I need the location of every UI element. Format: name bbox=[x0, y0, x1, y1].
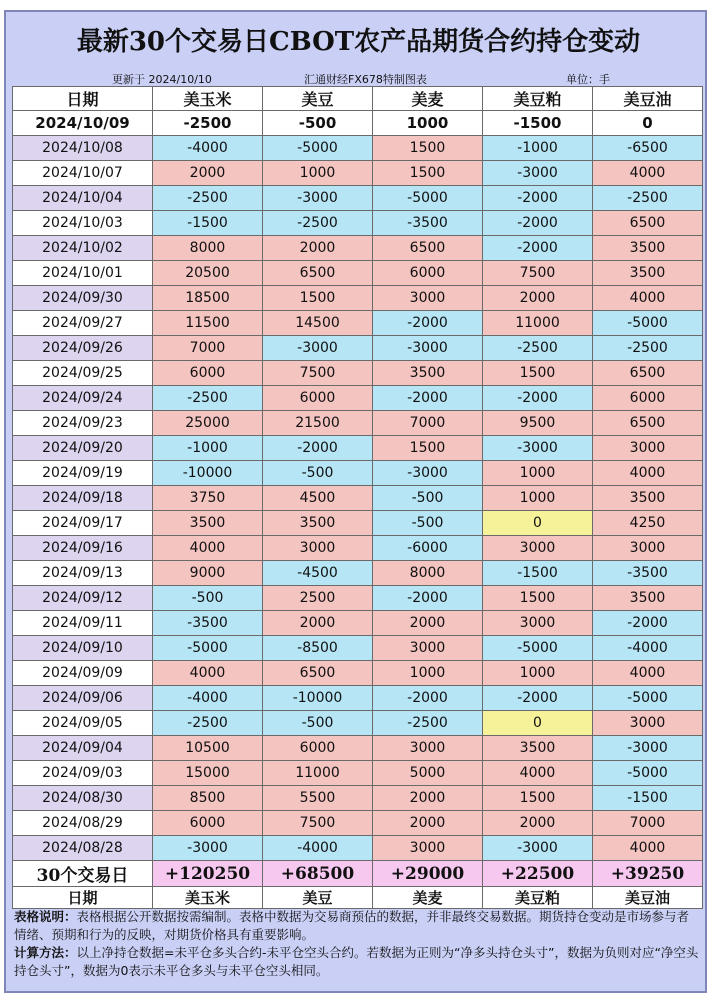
date-cell: 2024/09/26 bbox=[13, 336, 153, 361]
value-cell: -2000 bbox=[483, 236, 593, 261]
value-cell: -4000 bbox=[153, 686, 263, 711]
value-cell: 3000 bbox=[263, 536, 373, 561]
value-cell: 3500 bbox=[593, 261, 703, 286]
desc-label: 表格说明： bbox=[14, 909, 77, 924]
date-cell: 2024/09/20 bbox=[13, 436, 153, 461]
value-cell: -5000 bbox=[483, 636, 593, 661]
value-cell: -500 bbox=[263, 711, 373, 736]
table-row bbox=[13, 686, 703, 711]
value-cell: 3500 bbox=[483, 736, 593, 761]
value-cell: 3000 bbox=[593, 436, 703, 461]
value-cell: 1500 bbox=[373, 136, 483, 161]
table-row bbox=[13, 761, 703, 786]
date-cell: 2024/10/02 bbox=[13, 236, 153, 261]
value-cell: 21500 bbox=[263, 411, 373, 436]
value-cell: 6000 bbox=[593, 386, 703, 411]
table-row bbox=[13, 286, 703, 311]
value-cell: 9000 bbox=[153, 561, 263, 586]
value-cell: 6000 bbox=[373, 261, 483, 286]
value-cell: 2000 bbox=[483, 811, 593, 836]
value-cell: -2000 bbox=[483, 386, 593, 411]
date-cell: 2024/08/30 bbox=[13, 786, 153, 811]
value-cell: 14500 bbox=[263, 311, 373, 336]
value-cell: 5000 bbox=[373, 761, 483, 786]
value-cell: -3500 bbox=[153, 611, 263, 636]
position-table bbox=[12, 86, 703, 909]
value-cell: -1500 bbox=[483, 111, 593, 136]
value-cell: 2000 bbox=[373, 811, 483, 836]
page-title: 最新30个交易日CBOT农产品期货合约持仓变动 bbox=[76, 27, 641, 57]
value-cell: 5500 bbox=[263, 786, 373, 811]
date-cell: 2024/09/03 bbox=[13, 761, 153, 786]
footer-column-header: 美豆 bbox=[263, 887, 373, 909]
column-header: 美玉米 bbox=[153, 87, 263, 111]
table-row bbox=[13, 186, 703, 211]
updated-date: 更新于 2024/10/10 bbox=[112, 73, 212, 86]
column-header: 美豆 bbox=[263, 87, 373, 111]
value-cell: 6500 bbox=[263, 661, 373, 686]
value-cell: 1000 bbox=[483, 661, 593, 686]
value-cell: -4000 bbox=[593, 636, 703, 661]
value-cell: -1500 bbox=[593, 786, 703, 811]
value-cell: 7500 bbox=[483, 261, 593, 286]
value-cell: 3000 bbox=[373, 736, 483, 761]
value-cell: -10000 bbox=[153, 461, 263, 486]
column-header: 美麦 bbox=[373, 87, 483, 111]
value-cell: 25000 bbox=[153, 411, 263, 436]
date-cell: 2024/09/24 bbox=[13, 386, 153, 411]
value-cell: -8500 bbox=[263, 636, 373, 661]
value-cell: 3500 bbox=[373, 361, 483, 386]
totals-row bbox=[13, 861, 703, 887]
value-cell: 6000 bbox=[263, 386, 373, 411]
date-cell: 2024/09/06 bbox=[13, 686, 153, 711]
value-cell: -6500 bbox=[593, 136, 703, 161]
calc-text: 以上净持仓数据=未平仓多头合约-未平仓空头合约。若数据为正则为“净多头持仓头寸”，数据为负则对应“净空头持仓头寸”，数据为0表示未平仓多头与未平仓空头相同。 bbox=[14, 945, 699, 978]
value-cell: -3000 bbox=[263, 186, 373, 211]
value-cell: 15000 bbox=[153, 761, 263, 786]
value-cell: 3000 bbox=[593, 536, 703, 561]
value-cell: -1000 bbox=[153, 436, 263, 461]
table-row bbox=[13, 511, 703, 536]
value-cell: 6500 bbox=[263, 261, 373, 286]
value-cell: -6000 bbox=[373, 536, 483, 561]
value-cell: -5000 bbox=[263, 136, 373, 161]
value-cell: 2000 bbox=[263, 236, 373, 261]
total-cell: +68500 bbox=[263, 861, 373, 887]
column-header: 美豆粕 bbox=[483, 87, 593, 111]
value-cell: 11000 bbox=[483, 311, 593, 336]
total-cell: +22500 bbox=[483, 861, 593, 887]
value-cell: 3500 bbox=[593, 236, 703, 261]
table-row bbox=[13, 611, 703, 636]
footer-column-header: 美玉米 bbox=[153, 887, 263, 909]
value-cell: -1000 bbox=[483, 136, 593, 161]
value-cell: 4000 bbox=[593, 161, 703, 186]
date-cell: 2024/09/23 bbox=[13, 411, 153, 436]
value-cell: -3000 bbox=[483, 161, 593, 186]
table-row bbox=[13, 661, 703, 686]
value-cell: 4000 bbox=[153, 661, 263, 686]
table-description bbox=[14, 908, 700, 944]
value-cell: 8500 bbox=[153, 786, 263, 811]
value-cell: -2000 bbox=[483, 186, 593, 211]
calc-label: 计算方法： bbox=[14, 945, 77, 960]
table-row bbox=[13, 136, 703, 161]
date-cell: 2024/09/19 bbox=[13, 461, 153, 486]
value-cell: 3000 bbox=[483, 611, 593, 636]
value-cell: 1000 bbox=[263, 161, 373, 186]
value-cell: 2000 bbox=[483, 286, 593, 311]
value-cell: -500 bbox=[373, 511, 483, 536]
date-cell: 2024/10/04 bbox=[13, 186, 153, 211]
value-cell: -2500 bbox=[153, 111, 263, 136]
table-row bbox=[13, 111, 703, 136]
date-cell: 2024/10/03 bbox=[13, 211, 153, 236]
value-cell: -2500 bbox=[373, 711, 483, 736]
value-cell: 7000 bbox=[373, 411, 483, 436]
value-cell: 1500 bbox=[483, 586, 593, 611]
value-cell: 9500 bbox=[483, 411, 593, 436]
sub-header-bar bbox=[12, 70, 702, 86]
value-cell: 7000 bbox=[153, 336, 263, 361]
value-cell: -500 bbox=[263, 111, 373, 136]
value-cell: -5000 bbox=[373, 186, 483, 211]
value-cell: -2500 bbox=[483, 336, 593, 361]
value-cell: -3000 bbox=[593, 736, 703, 761]
value-cell: 6000 bbox=[153, 361, 263, 386]
value-cell: -3000 bbox=[263, 336, 373, 361]
value-cell: 3500 bbox=[593, 586, 703, 611]
date-cell: 2024/09/04 bbox=[13, 736, 153, 761]
table-row bbox=[13, 361, 703, 386]
table-row bbox=[13, 411, 703, 436]
value-cell: -2500 bbox=[153, 186, 263, 211]
table-row bbox=[13, 736, 703, 761]
date-cell: 2024/09/11 bbox=[13, 611, 153, 636]
value-cell: 4000 bbox=[593, 661, 703, 686]
value-cell: 2000 bbox=[373, 786, 483, 811]
date-cell: 2024/09/30 bbox=[13, 286, 153, 311]
value-cell: 10500 bbox=[153, 736, 263, 761]
column-header: 美豆油 bbox=[593, 87, 703, 111]
value-cell: -3500 bbox=[593, 561, 703, 586]
total-cell: +39250 bbox=[593, 861, 703, 887]
value-cell: -2000 bbox=[483, 211, 593, 236]
date-cell: 2024/09/09 bbox=[13, 661, 153, 686]
date-cell: 2024/10/08 bbox=[13, 136, 153, 161]
value-cell: 11500 bbox=[153, 311, 263, 336]
totals-label: 30个交易日 bbox=[13, 861, 153, 887]
table-row bbox=[13, 586, 703, 611]
table-row bbox=[13, 161, 703, 186]
value-cell: 4000 bbox=[593, 461, 703, 486]
value-cell: -2500 bbox=[593, 186, 703, 211]
value-cell: 8000 bbox=[153, 236, 263, 261]
desc-text: 表格根据公开数据按需编制。表格中数据为交易商预估的数据，并非最终交易数据。期货持仓变动是市场参与者情绪、预期和行为的反映，对期货价格具有重要影响。 bbox=[14, 909, 690, 942]
value-cell: -3500 bbox=[373, 211, 483, 236]
date-cell: 2024/09/10 bbox=[13, 636, 153, 661]
value-cell: -2000 bbox=[373, 386, 483, 411]
date-cell: 2024/08/28 bbox=[13, 836, 153, 861]
total-cell: +120250 bbox=[153, 861, 263, 887]
table-row bbox=[13, 386, 703, 411]
table-row bbox=[13, 636, 703, 661]
value-cell: -2500 bbox=[593, 336, 703, 361]
value-cell: -500 bbox=[263, 461, 373, 486]
value-cell: 7500 bbox=[263, 811, 373, 836]
footer-header-row bbox=[13, 887, 703, 909]
value-cell: 11000 bbox=[263, 761, 373, 786]
value-cell: -3000 bbox=[483, 836, 593, 861]
value-cell: -2000 bbox=[263, 436, 373, 461]
value-cell: -2000 bbox=[373, 311, 483, 336]
date-cell: 2024/10/09 bbox=[13, 111, 153, 136]
header-row bbox=[13, 87, 703, 111]
date-cell: 2024/10/01 bbox=[13, 261, 153, 286]
value-cell: -5000 bbox=[593, 686, 703, 711]
table-row bbox=[13, 786, 703, 811]
date-cell: 2024/09/27 bbox=[13, 311, 153, 336]
notes-section bbox=[14, 908, 700, 980]
value-cell: 3500 bbox=[263, 511, 373, 536]
value-cell: 1500 bbox=[373, 161, 483, 186]
table-row bbox=[13, 836, 703, 861]
footer-column-header: 美麦 bbox=[373, 887, 483, 909]
table-row bbox=[13, 336, 703, 361]
date-cell: 2024/09/16 bbox=[13, 536, 153, 561]
table-row bbox=[13, 236, 703, 261]
value-cell: 4000 bbox=[153, 536, 263, 561]
value-cell: 2000 bbox=[373, 611, 483, 636]
value-cell: 0 bbox=[593, 111, 703, 136]
value-cell: 18500 bbox=[153, 286, 263, 311]
value-cell: -1500 bbox=[153, 211, 263, 236]
value-cell: 4000 bbox=[593, 836, 703, 861]
value-cell: 7000 bbox=[593, 811, 703, 836]
value-cell: 1000 bbox=[483, 461, 593, 486]
table-row bbox=[13, 211, 703, 236]
value-cell: -3000 bbox=[483, 436, 593, 461]
value-cell: 3750 bbox=[153, 486, 263, 511]
footer-column-header: 美豆油 bbox=[593, 887, 703, 909]
table-row bbox=[13, 436, 703, 461]
value-cell: 1000 bbox=[483, 486, 593, 511]
table-row bbox=[13, 311, 703, 336]
date-cell: 2024/09/05 bbox=[13, 711, 153, 736]
value-cell: 8000 bbox=[373, 561, 483, 586]
table-row bbox=[13, 811, 703, 836]
value-cell: -2000 bbox=[373, 586, 483, 611]
value-cell: 2500 bbox=[263, 586, 373, 611]
column-header: 日期 bbox=[13, 87, 153, 111]
table-row bbox=[13, 536, 703, 561]
value-cell: -2500 bbox=[153, 386, 263, 411]
value-cell: 3000 bbox=[373, 636, 483, 661]
value-cell: 0 bbox=[483, 511, 593, 536]
value-cell: 3000 bbox=[373, 286, 483, 311]
value-cell: 6500 bbox=[373, 236, 483, 261]
value-cell: 4000 bbox=[483, 761, 593, 786]
date-cell: 2024/09/12 bbox=[13, 586, 153, 611]
value-cell: 1000 bbox=[373, 661, 483, 686]
value-cell: 1500 bbox=[263, 286, 373, 311]
value-cell: 3000 bbox=[483, 536, 593, 561]
value-cell: 7500 bbox=[263, 361, 373, 386]
value-cell: 1500 bbox=[373, 436, 483, 461]
value-cell: -500 bbox=[153, 586, 263, 611]
footer-column-header: 美豆粕 bbox=[483, 887, 593, 909]
value-cell: 0 bbox=[483, 711, 593, 736]
footer-column-header: 日期 bbox=[13, 887, 153, 909]
value-cell: 6500 bbox=[593, 411, 703, 436]
value-cell: -10000 bbox=[263, 686, 373, 711]
value-cell: -5000 bbox=[593, 311, 703, 336]
date-cell: 2024/09/18 bbox=[13, 486, 153, 511]
value-cell: 3000 bbox=[373, 836, 483, 861]
date-cell: 2024/09/25 bbox=[13, 361, 153, 386]
value-cell: -5000 bbox=[153, 636, 263, 661]
table-row bbox=[13, 261, 703, 286]
value-cell: -3000 bbox=[373, 461, 483, 486]
value-cell: 3500 bbox=[593, 486, 703, 511]
table-row bbox=[13, 561, 703, 586]
value-cell: 3500 bbox=[153, 511, 263, 536]
value-cell: 4000 bbox=[593, 286, 703, 311]
table-row bbox=[13, 486, 703, 511]
value-cell: -500 bbox=[373, 486, 483, 511]
value-cell: 6000 bbox=[263, 736, 373, 761]
date-cell: 2024/09/17 bbox=[13, 511, 153, 536]
value-cell: 1500 bbox=[483, 361, 593, 386]
value-cell: -4500 bbox=[263, 561, 373, 586]
value-cell: -2500 bbox=[153, 711, 263, 736]
value-cell: -4000 bbox=[153, 136, 263, 161]
value-cell: 6500 bbox=[593, 361, 703, 386]
value-cell: 20500 bbox=[153, 261, 263, 286]
value-cell: 1000 bbox=[373, 111, 483, 136]
date-cell: 2024/10/07 bbox=[13, 161, 153, 186]
value-cell: 4500 bbox=[263, 486, 373, 511]
value-cell: -2500 bbox=[263, 211, 373, 236]
table-row bbox=[13, 711, 703, 736]
value-cell: -2000 bbox=[373, 686, 483, 711]
value-cell: -2000 bbox=[483, 686, 593, 711]
calc-method bbox=[14, 944, 700, 980]
value-cell: 1500 bbox=[483, 786, 593, 811]
value-cell: 6000 bbox=[153, 811, 263, 836]
total-cell: +29000 bbox=[373, 861, 483, 887]
source-label: 汇通财经FX678特制图表 bbox=[304, 73, 427, 86]
value-cell: 4250 bbox=[593, 511, 703, 536]
value-cell: -1500 bbox=[483, 561, 593, 586]
value-cell: -4000 bbox=[263, 836, 373, 861]
value-cell: 2000 bbox=[263, 611, 373, 636]
date-cell: 2024/08/29 bbox=[13, 811, 153, 836]
date-cell: 2024/09/13 bbox=[13, 561, 153, 586]
value-cell: -3000 bbox=[153, 836, 263, 861]
unit-label: 单位：手 bbox=[566, 73, 610, 86]
value-cell: -3000 bbox=[373, 336, 483, 361]
table-row bbox=[13, 461, 703, 486]
value-cell: 6500 bbox=[593, 211, 703, 236]
value-cell: -2000 bbox=[593, 611, 703, 636]
value-cell: -5000 bbox=[593, 761, 703, 786]
value-cell: 3000 bbox=[593, 711, 703, 736]
value-cell: 2000 bbox=[153, 161, 263, 186]
